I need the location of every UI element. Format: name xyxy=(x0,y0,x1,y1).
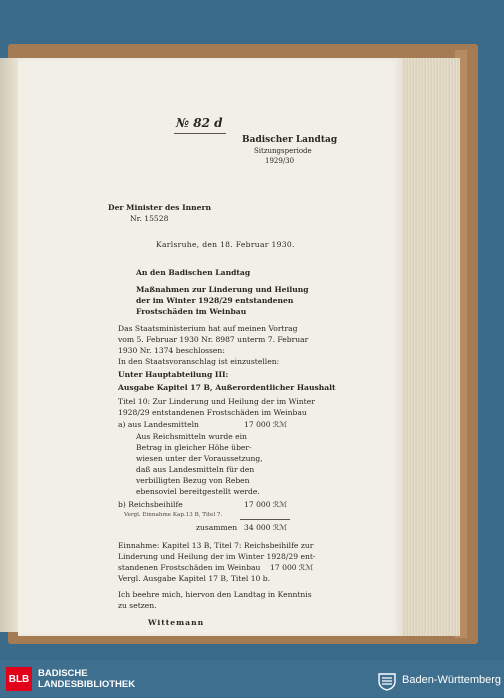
page-edges xyxy=(402,58,460,636)
einnahme-line-3: standenen Frostschäden im Weinbau 17 000 ℛℳ xyxy=(118,563,314,572)
item-b-amount: 17 000 ℛℳ xyxy=(244,500,288,509)
item-a-amount: 17 000 ℛℳ xyxy=(244,420,288,429)
body-line-2: vom 5. Februar 1930 Nr. 8987 unterm 7. Februar xyxy=(118,335,309,344)
item-a-desc-2: Betrag in gleicher Höhe über- xyxy=(136,443,252,452)
einnahme-line-1: Einnahme: Kapitel 13 B, Titel 7: Reichsbeihilfe zur xyxy=(118,541,314,550)
closing-line-2: zu setzen. xyxy=(118,601,157,610)
sum-rule xyxy=(240,519,290,520)
body-line-4: In den Staatsvoranschlag ist einzustellen: xyxy=(118,357,280,366)
item-a-label: a) aus Landesmitteln xyxy=(118,420,199,429)
subject-line-2: der im Winter 1928/29 entstandenen xyxy=(136,296,294,305)
coat-of-arms-icon xyxy=(377,671,397,691)
sender-ref: Nr. 15528 xyxy=(130,214,169,223)
einnahme-line-2: Linderung und Heilung der im Winter 1928/29 ent- xyxy=(118,552,316,561)
state-name[interactable]: Baden-Württemberg xyxy=(402,674,502,686)
library-name-line-2: LANDESBIBLIOTHEK xyxy=(38,679,136,690)
sender-title: Der Minister des Innern xyxy=(108,203,212,212)
header-years: 1929/30 xyxy=(265,157,295,165)
subject-line-3: Frostschäden im Weinbau xyxy=(136,307,247,316)
library-name[interactable] xyxy=(38,668,135,690)
section-heading-1: Unter Hauptabteilung III: xyxy=(118,370,229,379)
header-session: Sitzungsperiode xyxy=(254,147,312,155)
header-parliament: Badischer Landtag xyxy=(242,135,338,145)
item-a-desc-1: Aus Reichsmitteln wurde ein xyxy=(136,432,247,441)
item-a-desc-5: verbilligten Bezug von Reben xyxy=(136,476,250,485)
body-line-3: 1930 Nr. 1374 beschlossen: xyxy=(118,346,225,355)
titel-line-2: 1928/29 entstandenen Frostschäden im Weinbau xyxy=(118,408,307,417)
titel-line-1: Titel 10: Zur Linderung und Heilung der im Winter xyxy=(118,397,315,406)
blb-logo[interactable]: BLB xyxy=(6,667,32,691)
section-heading-2: Ausgabe Kapitel 17 B, Außerordentlicher Haushalt xyxy=(118,383,336,392)
item-a-desc-6: ebensoviel bereitgestellt werde. xyxy=(136,487,260,496)
item-a-desc-4: daß aus Landesmitteln für den xyxy=(136,465,255,474)
item-b-label: b) Reichsbeihilfe xyxy=(118,500,183,509)
signature: Wittemann xyxy=(148,618,205,627)
vergl-line: Vergl. Ausgabe Kapitel 17 B, Titel 10 b. xyxy=(118,574,271,583)
body-line-1: Das Staatsministerium hat auf meinen Vortrag xyxy=(118,324,298,333)
item-b-ref: Vergl. Einnahme Kap.13 B, Titel 7. xyxy=(124,512,223,518)
subject-line-1: Maßnahmen zur Linderung und Heilung xyxy=(136,285,309,294)
document-number: № 82 d xyxy=(176,116,223,130)
place-date: Karlsruhe, den 18. Februar 1930. xyxy=(156,240,295,249)
total-amount: 34 000 ℛℳ xyxy=(244,523,288,532)
document-page xyxy=(18,58,402,636)
addressee: An den Badischen Landtag xyxy=(136,268,251,277)
number-underline xyxy=(174,133,226,134)
closing-line-1: Ich beehre mich, hiervon den Landtag in Kenntnis xyxy=(118,590,312,599)
item-a-desc-3: wiesen unter der Voraussetzung, xyxy=(136,454,263,463)
total-label: zusammen xyxy=(196,523,238,532)
library-name-line-1: BADISCHE xyxy=(38,668,88,679)
